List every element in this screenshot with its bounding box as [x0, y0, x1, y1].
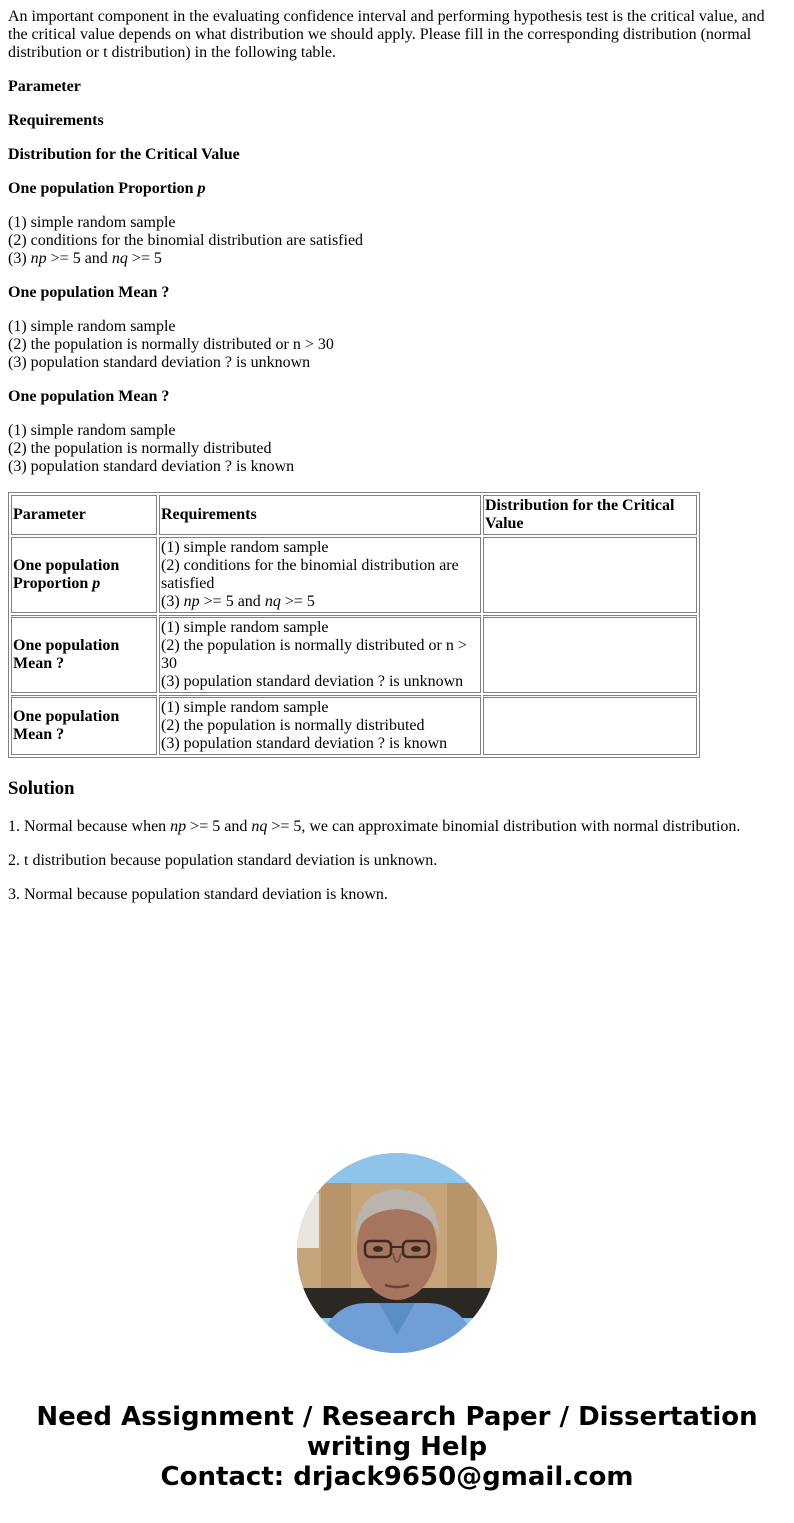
table-row [11, 615, 697, 693]
document-body [8, 8, 778, 920]
flat-requirements-mean-known [8, 422, 778, 476]
header-parameter: Parameter [11, 495, 157, 535]
distribution-table [8, 492, 700, 758]
table-row [11, 537, 697, 613]
header-requirements: Requirements [159, 495, 481, 535]
requirement-line: (2) the population is normally distributed [8, 440, 272, 457]
promo-line-1: Need Assignment / Research Paper / Dissertation [36, 1402, 758, 1432]
promo-banner [0, 1402, 794, 1492]
flat-header-distribution: Distribution for the Critical Value [8, 146, 240, 163]
variable-p: p [92, 575, 101, 592]
intro-paragraph: An important component in the evaluating confidence interval and performing hypothesis test is the critical value, and the critical value depends on what distribution we should apply. Please fill in the corresponding distribution (normal distribution or t distribution) in the following table. [8, 8, 765, 61]
cell-parameter: One population Mean ? [11, 615, 157, 693]
cell-distribution-answer [483, 695, 697, 755]
flat-param-proportion: One population Proportion p [8, 180, 206, 197]
requirement-line: (2) conditions for the binomial distribution are satisfied [8, 232, 364, 249]
requirement-line: (1) simple random sample [8, 422, 176, 439]
solution-item-2: 2. t distribution because population standard deviation is unknown. [8, 852, 438, 869]
requirement-line: (1) simple random sample [8, 318, 176, 335]
solution-heading: Solution [8, 778, 75, 799]
flat-header-requirements: Requirements [8, 112, 104, 129]
flat-param-mean-unknown: One population Mean ? [8, 284, 170, 301]
cell-requirements: (1) simple random sample (2) conditions for the binomial distribution are satisfied (3) np >= 5 and nq >= 5 [159, 537, 481, 613]
cell-distribution-answer [483, 537, 697, 613]
promo-contact: Contact: drjack9650@gmail.com [160, 1462, 634, 1492]
requirement-line: (3) population standard deviation ? is known [8, 458, 295, 475]
requirement-line: (3) population standard deviation ? is unknown [8, 354, 311, 371]
table-header-row [11, 495, 697, 535]
cell-distribution-answer [483, 615, 697, 693]
cell-parameter: One population Proportion p [11, 537, 157, 613]
flat-requirements-proportion [8, 214, 778, 268]
flat-header-parameter: Parameter [8, 78, 81, 95]
flat-requirements-mean-unknown [8, 318, 778, 372]
cell-parameter: One population Mean ? [11, 695, 157, 755]
cell-requirements: (1) simple random sample (2) the population is normally distributed (3) population standard deviation ? is known [159, 695, 481, 755]
table-row [11, 695, 697, 755]
requirement-line: (3) np >= 5 and nq >= 5 [8, 250, 162, 267]
header-distribution: Distribution for the Critical Value [483, 495, 697, 535]
solution-item-3: 3. Normal because population standard deviation is known. [8, 886, 388, 903]
promo-line-2: writing Help [306, 1432, 488, 1462]
variable-p: p [197, 180, 206, 197]
requirement-line: (2) the population is normally distributed or n > 30 [8, 336, 334, 353]
author-photo-illustration [297, 1153, 497, 1353]
author-avatar [297, 1153, 497, 1353]
flat-param-mean-known: One population Mean ? [8, 388, 170, 405]
cell-requirements: (1) simple random sample (2) the population is normally distributed or n > 30 (3) population standard deviation ? is unknown [159, 615, 481, 693]
solution-item-1: 1. Normal because when np >= 5 and nq >= 5, we can approximate binomial distribution with normal distribution. [8, 818, 741, 835]
requirement-line: (1) simple random sample [8, 214, 176, 231]
